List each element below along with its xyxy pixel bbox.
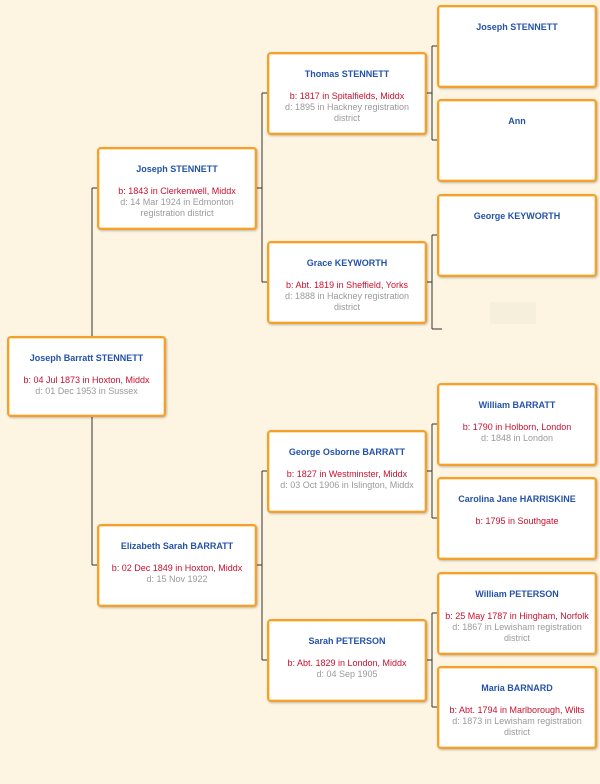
person-death: d: 15 Nov 1922	[146, 574, 208, 584]
person-box-gen4-8[interactable]	[437, 666, 597, 749]
person-name: Carolina Jane HARRISKINE	[458, 494, 576, 504]
person-name: Joseph STENNETT	[476, 22, 558, 32]
person-box-father[interactable]	[97, 147, 257, 230]
person-name: Joseph STENNETT	[136, 164, 218, 174]
person-name: Sarah PETERSON	[308, 636, 386, 646]
person-death: d: 1873 in Lewisham registration district	[452, 716, 582, 737]
person-name: William BARRATT	[478, 400, 556, 410]
person-birth: b: 1795 in Southgate	[475, 516, 559, 526]
person-birth: b: Abt. 1794 in Marlborough, Wilts	[449, 705, 585, 715]
person-name: William PETERSON	[475, 589, 559, 599]
person-death: d: 14 Mar 1924 in Edmonton registration district	[120, 197, 234, 218]
person-death: d: 1888 in Hackney registration district	[284, 291, 410, 312]
person-birth: b: Abt. 1819 in Sheffield, Yorks	[286, 280, 408, 290]
person-box-gen4-5[interactable]	[437, 383, 597, 466]
person-box-gen4-7[interactable]	[437, 572, 597, 655]
person-death: d: 1867 in Lewisham registration district	[452, 622, 582, 643]
person-box-gen4-2[interactable]	[437, 99, 597, 182]
person-birth: b: 04 Jul 1873 in Hoxton, Middx	[23, 375, 150, 385]
person-birth: b: 1843 in Clerkenwell, Middx	[118, 186, 236, 196]
person-birth: b: 25 May 1787 in Hingham, Norfolk	[445, 611, 589, 621]
person-name: Thomas STENNETT	[304, 69, 390, 79]
person-death: d: 1895 in Hackney registration district	[284, 102, 410, 123]
person-box-paternal-grandmother[interactable]	[267, 241, 427, 324]
person-birth: b: 02 Dec 1849 in Hoxton, Middx	[111, 563, 243, 573]
person-name: Ann	[508, 116, 526, 126]
person-death: d: 1848 in London	[480, 433, 554, 443]
person-birth: b: Abt. 1829 in London, Middx	[287, 658, 407, 668]
person-name: Grace KEYWORTH	[306, 258, 388, 268]
person-name: George Osborne BARRATT	[288, 447, 406, 457]
person-name: Elizabeth Sarah BARRATT	[120, 541, 234, 551]
empty-slot-placeholder	[490, 302, 536, 324]
person-death: d: 03 Oct 1906 in Islington, Middx	[280, 480, 414, 490]
person-box-gen4-1[interactable]	[437, 5, 597, 88]
person-birth: b: 1790 in Holborn, London	[462, 422, 572, 432]
person-death: d: 01 Dec 1953 in Sussex	[35, 386, 138, 396]
person-death: d: 04 Sep 1905	[316, 669, 378, 679]
person-name: George KEYWORTH	[473, 211, 561, 221]
person-birth: b: 1827 in Westminster, Middx	[286, 469, 408, 479]
person-box-maternal-grandfather[interactable]	[267, 430, 427, 513]
person-box-gen4-6[interactable]	[437, 477, 597, 560]
person-birth: b: 1817 in Spitalfields, Middx	[289, 91, 405, 101]
person-box-gen4-3[interactable]	[437, 194, 597, 277]
person-name: Maria BARNARD	[481, 683, 553, 693]
person-box-paternal-grandfather[interactable]	[267, 52, 427, 135]
person-box-root[interactable]	[7, 336, 166, 417]
person-name: Joseph Barratt STENNETT	[29, 353, 144, 363]
person-box-mother[interactable]	[97, 524, 257, 607]
person-box-maternal-grandmother[interactable]	[267, 619, 427, 702]
